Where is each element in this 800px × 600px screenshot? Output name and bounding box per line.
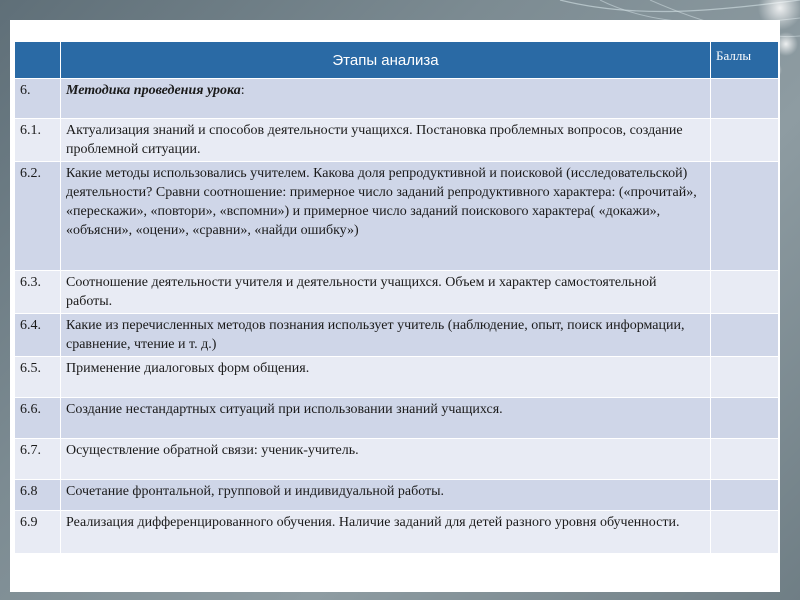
section-title-suffix: : [240,83,245,98]
table-row [15,271,779,314]
row-score-cell[interactable] [711,357,779,398]
table-row [15,314,779,357]
header-stage: Этапы анализа [61,42,711,79]
row-number: 6.9 [15,511,61,554]
table-row [15,119,779,162]
row-number: 6.2. [15,162,61,271]
row-text: Создание нестандартных ситуаций при использовании знаний учащихся. [61,398,711,439]
analysis-table [14,41,779,554]
row-score-cell[interactable] [711,398,779,439]
row-text: Какие методы использовались учителем. Какова доля репродуктивной и поисковой (исследовательской) деятельности? Сравни соотношение: примерное число заданий репродуктивного характера: («прочитай», «перескажи», «повтори», «вспомни») и примерное число заданий поискового характера( «докажи», «объясни», «оцени», «сравни», «найди ошибку») [61,162,711,271]
table-row [15,162,779,271]
table-row [15,480,779,511]
table-row [15,357,779,398]
row-score-cell[interactable] [711,119,779,162]
row-score-cell[interactable] [711,314,779,357]
row-text: Применение диалоговых форм общения. [61,357,711,398]
row-score-cell[interactable] [711,511,779,554]
header-score: Баллы [711,42,779,79]
row-number: 6.7. [15,439,61,480]
row-number: 6.4. [15,314,61,357]
row-score-cell[interactable] [711,480,779,511]
row-text [61,79,711,119]
table-row [15,79,779,119]
table-row [15,398,779,439]
row-text: Осуществление обратной связи: ученик-учитель. [61,439,711,480]
row-number: 6.1. [15,119,61,162]
row-score-cell[interactable] [711,271,779,314]
row-text: Соотношение деятельности учителя и деятельности учащихся. Объем и характер самостоятельной работы. [61,271,711,314]
row-text: Какие из перечисленных методов познания использует учитель (наблюдение, опыт, поиск информации, сравнение, чтение и т. д.) [61,314,711,357]
row-text: Реализация дифференцированного обучения. Наличие заданий для детей разного уровня обученности. [61,511,711,554]
row-number: 6.5. [15,357,61,398]
row-number: 6. [15,79,61,119]
table-row [15,511,779,554]
row-score-cell[interactable] [711,79,779,119]
row-number: 6.3. [15,271,61,314]
row-score-cell[interactable] [711,162,779,271]
row-score-cell[interactable] [711,439,779,480]
header-number [15,42,61,79]
row-number: 6.8 [15,480,61,511]
row-text: Сочетание фронтальной, групповой и индивидуальной работы. [61,480,711,511]
row-number: 6.6. [15,398,61,439]
row-text: Актуализация знаний и способов деятельности учащихся. Постановка проблемных вопросов, создание проблемной ситуации. [61,119,711,162]
table-row [15,439,779,480]
section-title: Методика проведения урока [66,83,241,98]
table-header-row [15,42,779,79]
